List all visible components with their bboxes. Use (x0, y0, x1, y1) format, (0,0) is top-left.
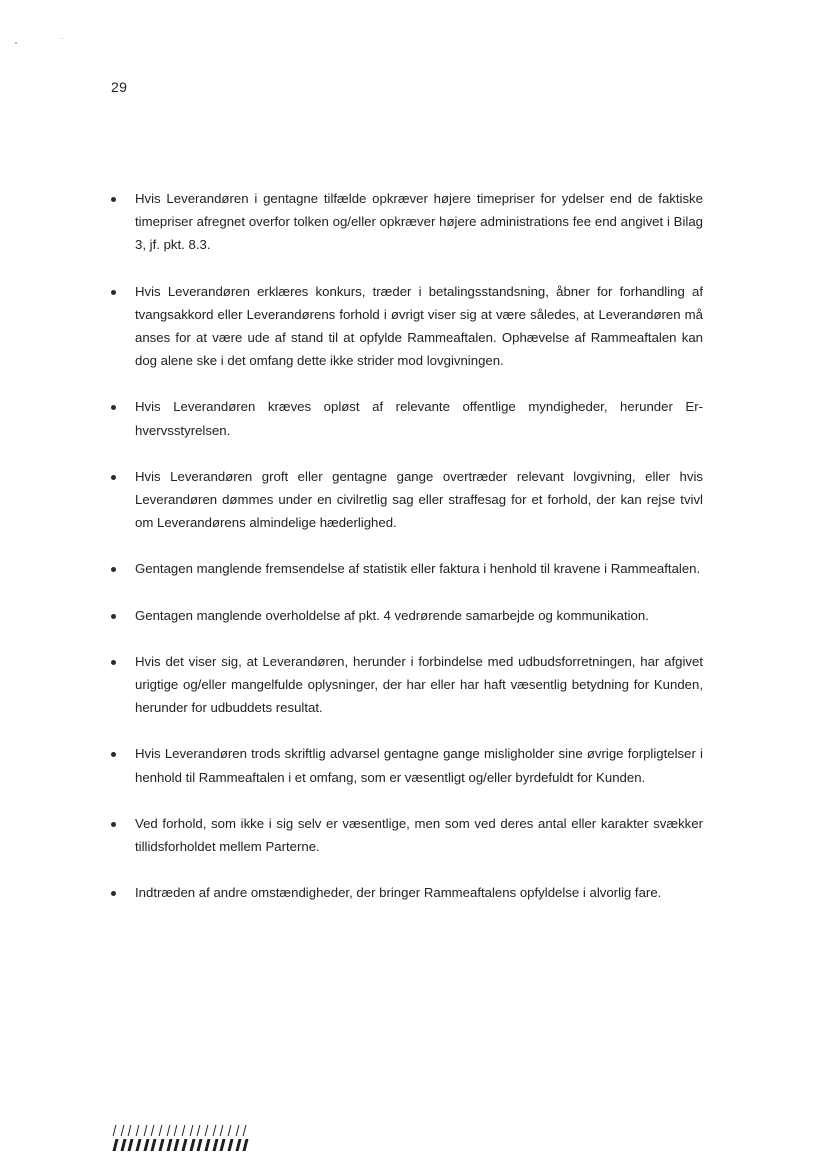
scan-speck (15, 42, 17, 44)
bullet-icon (111, 475, 116, 480)
bullet-icon (111, 752, 116, 757)
list-item-text: Gentagen manglende overholdelse af pkt. 4 vedrørende samarbejde og kommunikation. (135, 607, 649, 623)
scan-speck (62, 38, 63, 39)
list-item (110, 395, 703, 441)
initials-mark (114, 1125, 248, 1151)
list-item (110, 812, 703, 858)
termination-conditions-list (110, 187, 703, 927)
list-item (110, 650, 703, 720)
list-item (110, 742, 703, 788)
list-item (110, 465, 703, 535)
list-item-text: Hvis Leverandøren groft eller gentagne gange overtræder relevant lovgivning, eller hvis Leverandøren dømmes under en civilretlig sag eller straffesag for et forhold, der kan rejse tvivl om Leverandørens almindelige hæderlighed. (135, 468, 703, 531)
bullet-icon (111, 567, 116, 572)
list-item-text: Hvis det viser sig, at Leverandøren, herunder i forbindelse med udbudsforretningen, har afgivet urigtige og/eller mangelfulde oplysninger, der har eller har haft væsentlig betydning for Kunden, herunder for udbuddets resultat. (135, 653, 703, 716)
bullet-icon (111, 614, 116, 619)
list-item-text: Gentagen manglende fremsendelse af statistik eller faktura i henhold til kravene i Rammeaftalen. (135, 561, 701, 577)
bullet-icon (111, 290, 116, 295)
bullet-icon (111, 405, 116, 410)
bullet-icon (111, 197, 116, 202)
list-item-text: Hvis Leverandøren trods skriftlig advarsel gentagne gange misligholder sine øvrige forpligtelser i henhold til Rammeaftalen i et omfang, som er væsentligt og/eller byrdefuldt for Kunden. (135, 746, 703, 785)
page-number: 29 (111, 79, 128, 95)
mark-row-thick (114, 1139, 248, 1151)
list-item-text: Hvis Leverandøren i gentagne tilfælde opkræver højere timepriser for ydelser end de faktiske timepriser afregnet overfor tolken og/eller opkræver højere administrations fee end angivet i Bilag 3, jf. pkt. 8.3. (135, 191, 703, 253)
list-item-text: Indtræden af andre omstændigheder, der bringer Rammeaftalens opfyldelse i alvorlig fare. (135, 885, 662, 901)
list-item (110, 187, 703, 257)
list-item (110, 604, 703, 627)
mark-row-thin (114, 1125, 248, 1136)
bullet-icon (111, 891, 116, 896)
list-item-text: Hvis Leverandøren erklæres konkurs, træder i betalingsstandsning, åbner for forhandling af tvangsakkord eller Leverandørens forhold i øvrigt viser sig at være således, at Leverandøren må anses for at være ude af stand til at opfylde Rammeaftalen. Ophævelse af Rammeaftalen kan dog alene ske i det omfang dette ikke strider mod lovgivningen. (135, 283, 703, 369)
list-item-text: Hvis Leverandøren kræves opløst af relevante offentlige myndigheder, herunder Erhvervsstyrelsen. (135, 399, 703, 438)
bullet-icon (111, 660, 116, 665)
list-item-text: Ved forhold, som ikke i sig selv er væsentlige, men som ved deres antal eller karakter svækker tillidsforholdet mellem Parterne. (135, 815, 703, 855)
bullet-icon (111, 822, 116, 827)
list-item (110, 557, 703, 580)
list-item (110, 280, 703, 373)
list-item (110, 881, 703, 904)
